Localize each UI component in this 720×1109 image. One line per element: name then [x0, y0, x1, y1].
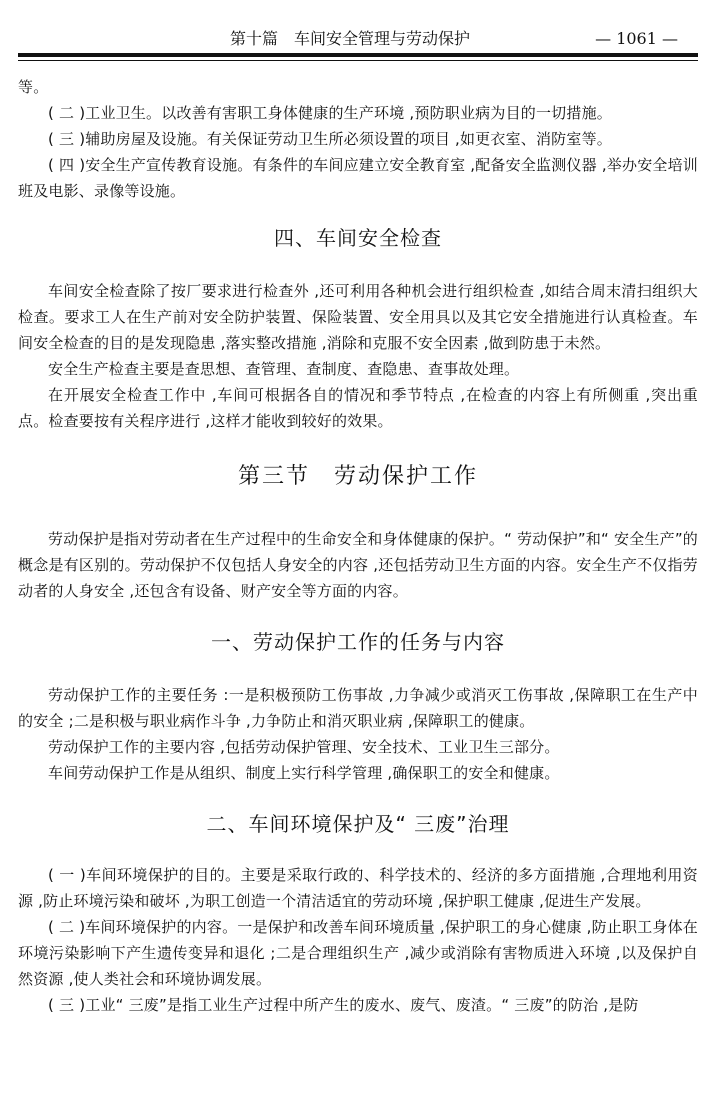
section-heading: 四、车间安全检查: [274, 226, 442, 250]
paragraph: 劳动保护工作的主要任务 :一是积极预防工伤事故 ,力争减少或消灭工伤事故 ,保障职工在生产中的安全 ;二是积极与职业病作斗争 ,力争防止和消灭职业病 ,保障职工的健康。: [18, 686, 698, 730]
paragraph: ( 四 )安全生产宣传教育设施。有条件的车间应建立安全教育室 ,配备安全监测仪器 ,举办安全培训班及电影、录像等设施。: [18, 156, 698, 200]
paragraph: 等。: [18, 78, 49, 96]
header-rule-thick: [18, 53, 698, 57]
paragraph: 劳动保护是指对劳动者在生产过程中的生命安全和身体健康的保护。“ 劳动保护”和“ 安全生产”的概念是有区别的。劳动保护不仅包括人身安全的内容 ,还包括劳动卫生方面的内容。安全生产不仅指劳动者的人身安全 ,还包含有设备、财产安全等方面的内容。: [18, 530, 698, 600]
paragraph: 车间劳动保护工作是从组织、制度上实行科学管理 ,确保职工的安全和健康。: [48, 764, 560, 782]
paragraph: ( 二 )工业卫生。以改善有害职工身体健康的生产环境 ,预防职业病为目的一切措施。: [48, 104, 612, 122]
paragraph: 在开展安全检查工作中 ,车间可根据各自的情况和季节特点 ,在检查的内容上有所侧重 ,突出重点。检查要按有关程序进行 ,这样才能收到较好的效果。: [18, 386, 698, 430]
header-rule-thin: [18, 60, 698, 61]
section-title: 第三节 劳动保护工作: [237, 464, 478, 489]
paragraph: ( 三 )辅助房屋及设施。有关保证劳动卫生所必须设置的项目 ,如更衣室、消防室等。: [48, 130, 612, 148]
body-text: [18, 74, 698, 1018]
page-number: — 1061 —: [595, 29, 678, 48]
chapter-header-title: 第十篇 车间安全管理与劳动保护: [230, 29, 471, 48]
section-heading: 一、劳动保护工作的任务与内容: [211, 630, 505, 654]
paragraph: 劳动保护工作的主要内容 ,包括劳动保护管理、安全技术、工业卫生三部分。: [48, 738, 560, 756]
section-heading: 二、车间环境保护及“ 三废”治理: [206, 812, 510, 836]
running-header: [18, 28, 698, 50]
paragraph: 安全生产检查主要是查思想、查管理、查制度、查隐患、查事故处理。: [48, 360, 520, 378]
paragraph: ( 二 )车间环境保护的内容。一是保护和改善车间环境质量 ,保护职工的身心健康 ,防止职工身体在环境污染影响下产生遗传变异和退化 ;二是合理组织生产 ,减少或消除有害物质进入环境 ,以及保护自然资源 ,使人类社会和环境协调发展。: [18, 918, 698, 988]
paragraph: ( 三 )工业“ 三废”是指工业生产过程中所产生的废水、废气、废渣。“ 三废”的防治 ,是防: [48, 996, 639, 1014]
paragraph: ( 一 )车间环境保护的目的。主要是采取行政的、科学技术的、经济的多方面措施 ,合理地利用资源 ,防止环境污染和破坏 ,为职工创造一个清洁适宜的劳动环境 ,保护职工健康 ,促进生产发展。: [18, 866, 698, 910]
paragraph: 车间安全检查除了按厂要求进行检查外 ,还可利用各种机会进行组织检查 ,如结合周末清扫组织大检查。要求工人在生产前对安全防护装置、保险装置、安全用具以及其它安全措施进行认真检查。车间安全检查的目的是发现隐患 ,落实整改措施 ,消除和克服不安全因素 ,做到防患于未然。: [18, 282, 698, 352]
